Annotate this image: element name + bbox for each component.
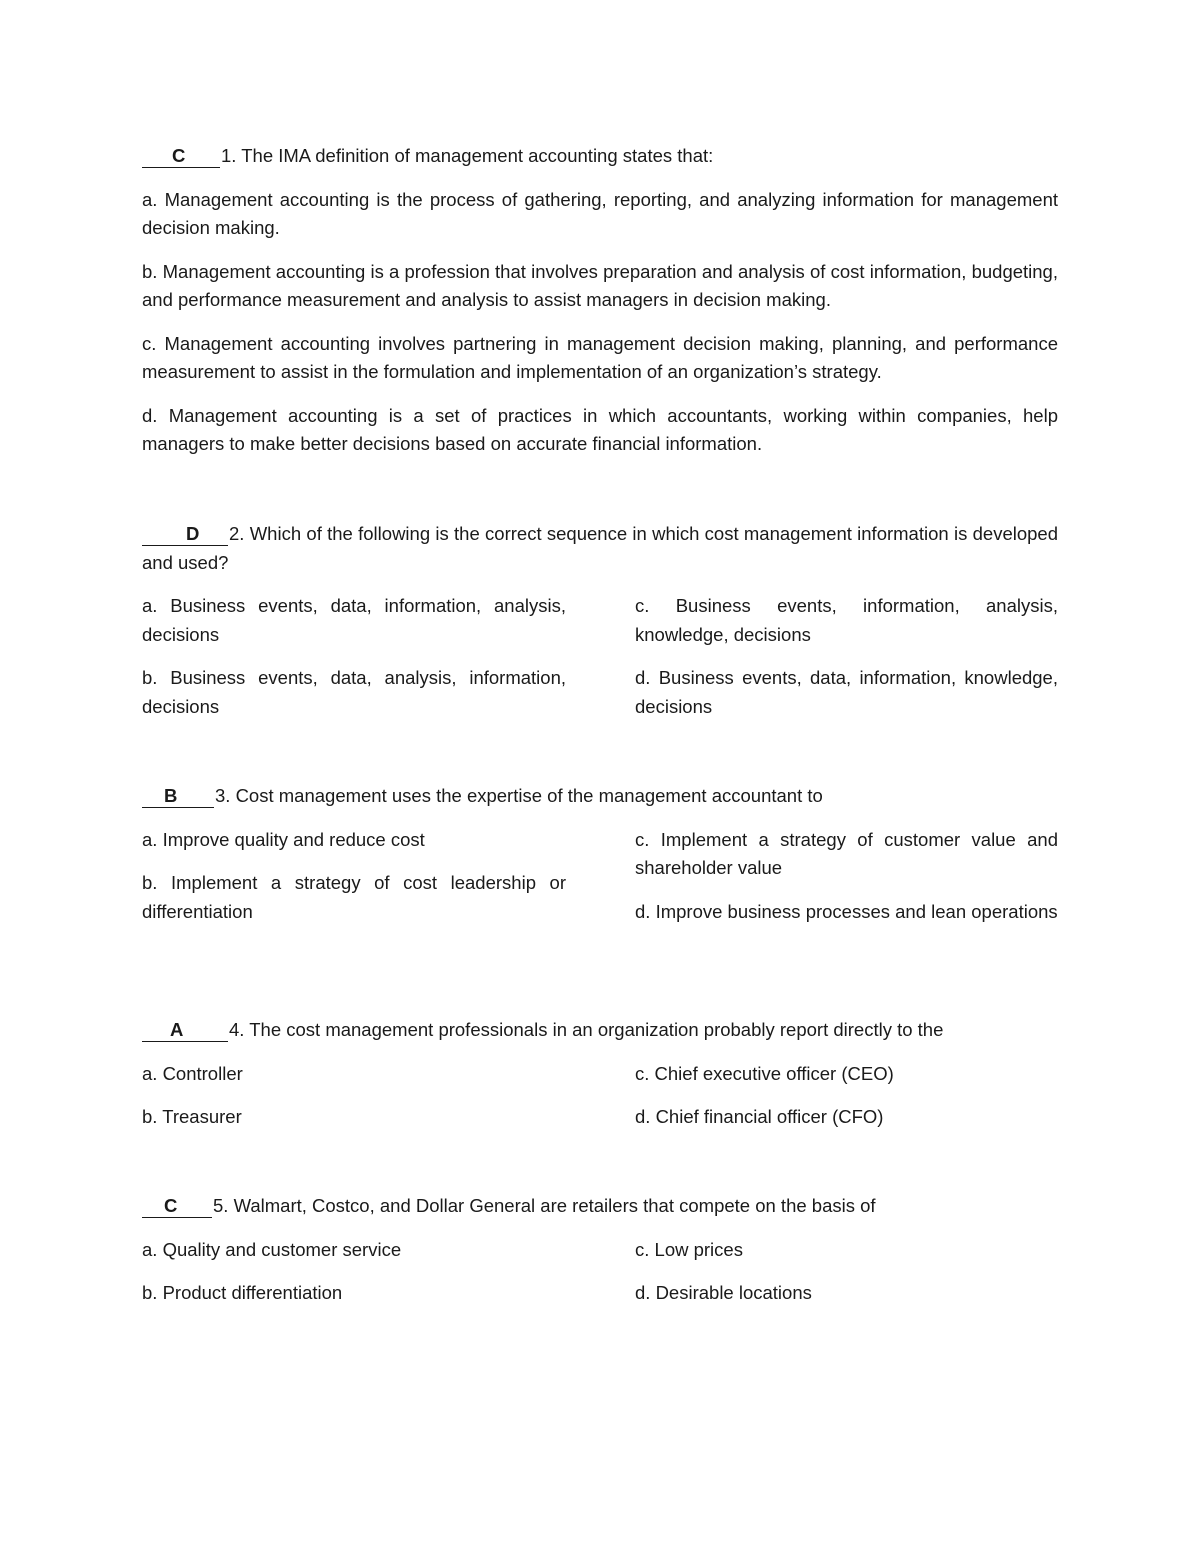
answer-blank	[142, 145, 220, 168]
option-b: b. Treasurer	[142, 1106, 242, 1127]
option-d: d. Improve business processes and lean operations	[635, 900, 1058, 922]
question-stem	[142, 1016, 1058, 1045]
options-left-column	[142, 1236, 566, 1308]
option-a: a. Management accounting is the process of gathering, reporting, and analyzing information for management decision making.	[142, 188, 1058, 238]
option-a: a. Improve quality and reduce cost	[142, 828, 425, 850]
option-b: b. Product differentiation	[142, 1282, 343, 1303]
question-4	[142, 1016, 1058, 1127]
question-text: 4. The cost management professionals in an organization probably report directly to the	[229, 1019, 944, 1040]
option-d: d. Chief financial officer (CFO)	[635, 1106, 884, 1127]
options-left-column	[142, 592, 566, 721]
answer-blank	[142, 785, 214, 808]
option-b: b. Implement a strategy of cost leadership or differentiation	[142, 872, 566, 922]
options-right-column	[635, 1060, 1058, 1132]
option-b: b. Business events, data, analysis, information, decisions	[142, 667, 566, 717]
answer-letter: A	[170, 1019, 184, 1040]
question-stem	[142, 782, 1058, 811]
option-b: b. Management accounting is a profession that involves preparation and analysis of cost information, budgeting, and performance measurement and analysis to assist managers in decision making.	[142, 260, 1058, 310]
option-d: d. Desirable locations	[635, 1282, 812, 1303]
options-left-column	[142, 826, 566, 927]
question-text: 1. The IMA definition of management accounting states that:	[221, 145, 714, 166]
answer-blank	[142, 1019, 228, 1042]
options-right-column	[635, 1236, 1058, 1308]
question-1	[142, 142, 1058, 459]
question-text: 2. Which of the following is the correct sequence in which cost management information is developed and used?	[142, 523, 1058, 573]
option-c: c. Implement a strategy of customer value and shareholder value	[635, 828, 1058, 878]
answer-blank	[142, 1195, 212, 1218]
question-text: 5. Walmart, Costco, and Dollar General are retailers that compete on the basis of	[213, 1195, 876, 1216]
question-stem	[142, 142, 1058, 171]
options-right-column	[635, 592, 1058, 721]
option-a: a. Controller	[142, 1062, 243, 1084]
options-left-column	[142, 1060, 566, 1132]
question-5	[142, 1192, 1058, 1303]
option-c: c. Management accounting involves partnering in management decision making, planning, and performance measurement to assist in the formulation and implementation of an organization’s strategy.	[142, 332, 1058, 382]
option-d: d. Management accounting is a set of practices in which accountants, working within companies, help managers to make better decisions based on accurate financial information.	[142, 404, 1058, 454]
option-c: c. Low prices	[635, 1238, 743, 1260]
option-d: d. Business events, data, information, knowledge, decisions	[635, 667, 1058, 717]
question-text: 3. Cost management uses the expertise of the management accountant to	[215, 785, 823, 806]
answer-letter: D	[186, 523, 200, 544]
option-a: a. Business events, data, information, analysis, decisions	[142, 595, 566, 645]
option-a: a. Quality and customer service	[142, 1238, 402, 1260]
question-3	[142, 782, 1058, 922]
option-c: c. Business events, information, analysis, knowledge, decisions	[635, 595, 1058, 645]
answer-letter: C	[172, 145, 186, 166]
option-c: c. Chief executive officer (CEO)	[635, 1062, 894, 1084]
answer-letter: B	[164, 785, 178, 806]
question-stem	[142, 520, 1058, 577]
question-stem	[142, 1192, 1058, 1221]
options-right-column	[635, 826, 1058, 927]
answer-blank	[142, 523, 228, 546]
answer-letter: C	[164, 1195, 178, 1216]
question-2	[142, 520, 1058, 717]
